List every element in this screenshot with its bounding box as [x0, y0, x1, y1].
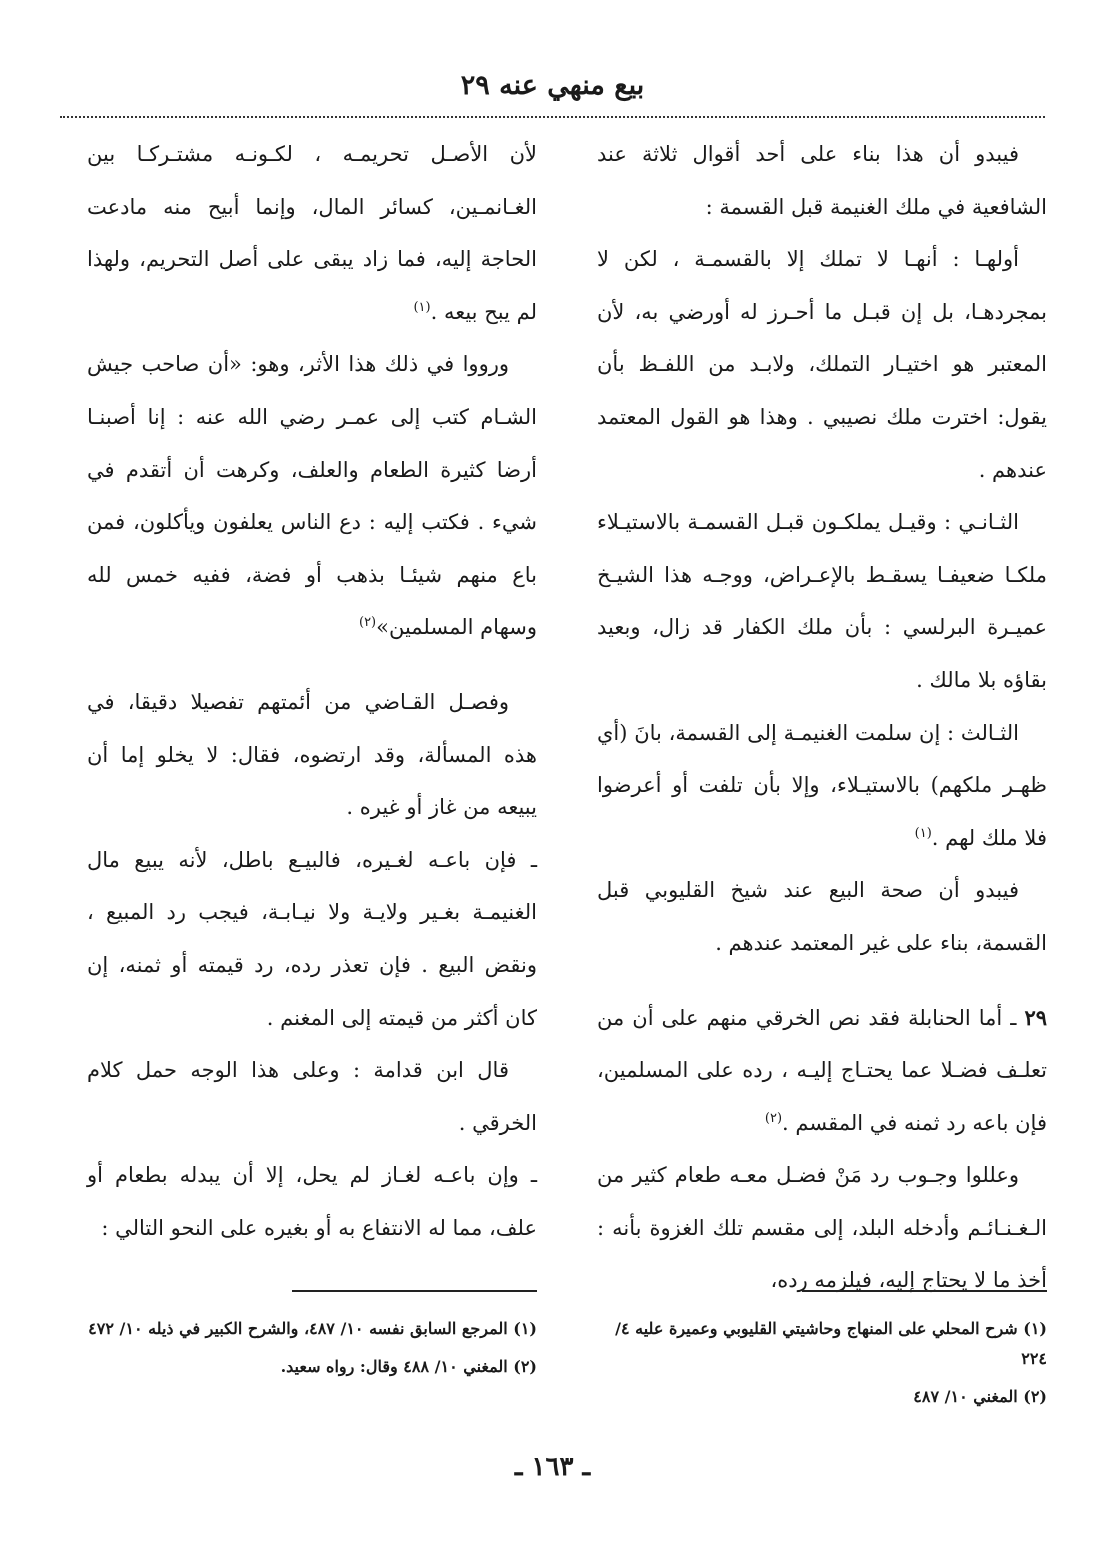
right-column [597, 128, 1047, 1307]
footnote-separator [292, 1290, 537, 1292]
header-dotted-rule [60, 116, 1045, 118]
section-number: ٢٩ [1024, 1004, 1047, 1030]
paragraph [597, 496, 1047, 706]
paragraph [597, 128, 1047, 233]
paragraph-text: قال ابن قدامة : وعلى هذا الوجه حمل كلام الخرقي . [87, 1058, 537, 1135]
footnote: (١) المرجع السابق نفسه ١٠/ ٤٨٧، والشرح الكبير في ذيله ١٠/ ٤٧٢ [88, 1319, 537, 1338]
paragraph [87, 676, 537, 834]
page-number: ـ ١٦٣ ـ [514, 1452, 591, 1482]
paragraph [597, 864, 1047, 969]
paragraph-text: أولهـا : أنهـا لا تملك إلا بالقسمـة ، لكن لا بمجردهـا، بل إن قبـل ما أحـرز له أورضي به، لأن المعتبر هو اختيـار التملك، ولابـد من اللفـظ بأن يقول: اخترت ملك نصيبي . وهذا هو القول المعتمد عندهم . [597, 247, 1047, 482]
paragraph-text: الثـالث : إن سلمت الغنيمـة إلى القسمة، بانَ (أي ظهـر ملكهم) بالاستيـلاء، وإلا بأن تلفت أو أعرضوا فلا ملك لهم . [597, 720, 1047, 850]
footnote: (٢) المغني ١٠/ ٤٨٧ [913, 1387, 1047, 1406]
paragraph-text: وعللوا وجـوب رد مَنْ فضـل معـه طعام كثير من الـغـنـائـم وأدخله البلد، إلى مقسم تلك الغزوة بأنه : أخذ ما لا يحتاج إليه، فيلزمه رده، [597, 1163, 1047, 1293]
running-header-title: بيع منهي عنه ٢٩ [460, 70, 645, 101]
paragraph [87, 338, 537, 654]
footnote-ref: (٢) [764, 1110, 783, 1126]
footnote: (٢) المغني ١٠/ ٤٨٨ وقال: رواه سعيد. [280, 1357, 537, 1376]
paragraph-text: فيبدو أن هذا بناء على أحد أقوال ثلاثة عند الشافعية في ملك الغنيمة قبل القسمة : [597, 142, 1047, 219]
paragraph-text: ـ فإن باعـه لغـيره، فالبيـع باطل، لأنه يبيع مال الغنيمـة بغـير ولايـة ولا نيـابـة، فيجب رد المبيع ، ونقض البيع . فإن تعذر رده، رد قيمته أو ثمنه، إن كان أكثر من قيمته إلى المغنم . [87, 847, 537, 1030]
paragraph-text: لأن الأصـل تحريمـه ، لكـونـه مشتـركـا بين الغـانمـين، كسائر المال، وإنما أبيح منه مادعت الحاجة إليه، فما زاد يبقى على أصل التحريم، ولهذا لم يبح بيعه . [87, 142, 537, 324]
paragraph-text: ـ أما الحنابلة فقد نص الخرقي منهم على أن من تعلـف فضـلا عما يحتـاج إليـه ، رده على المسلمين، فإن باعه رد ثمنه في المقسم . [597, 1005, 1047, 1135]
footnote-ref: (١) [914, 825, 932, 841]
paragraph-text: ورووا في ذلك هذا الأثر، وهو: «أن صاحب جيش الشـام كتب إلى عمـر رضي الله عنه : إنا أصبنـا أرضا كثيرة الطعام والعلف، وكرهت أن أتقدم في شيء . فكتب إليه : دع الناس يعلفون ويأكلون، فمن باع منهم شيئـا بذهب أو فضة، ففيه خمس لله وسهام المسلمين» [87, 352, 537, 640]
paragraph-text: فيبدو أن صحة البيع عند شيخ القليوبي قبل القسمة، بناء على غير المعتمد عندهم . [597, 878, 1047, 955]
paragraph-text: وفصـل القـاضي من أئمتهم تفصيلا دقيقا، في هذه المسألة، وقد ارتضوه، فقال: لا يخلو إما أن يبيعه من غاز أو غيره . [87, 689, 537, 820]
numbered-paragraph [597, 992, 1047, 1150]
left-column [87, 128, 537, 1254]
footnote-ref: (٢) [358, 615, 377, 631]
paragraph [597, 1149, 1047, 1307]
paragraph [87, 128, 537, 338]
paragraph [597, 707, 1047, 865]
footnotes-right [597, 1314, 1047, 1420]
paragraph-text: ـ وإن باعـه لغـاز لم يحل، إلا أن يبدله بطعام أو علف، مما له الانتفاع به أو بغيره على النحو التالي : [87, 1163, 537, 1240]
paragraph [87, 1044, 537, 1149]
footnote-ref: (١) [413, 299, 431, 315]
footnotes-left [87, 1314, 537, 1390]
paragraph [597, 233, 1047, 496]
footnote: (١) شرح المحلي على المنهاج وحاشيتي القليوبي وعميرة عليه ٤/ ٢٢٤ [615, 1319, 1047, 1368]
footnote-separator [802, 1290, 1047, 1292]
paragraph [87, 834, 537, 1044]
paragraph [87, 1149, 537, 1254]
paragraph-text: الثـانـي : وقيـل يملكـون قبـل القسمـة بالاستيـلاء ملكـا ضعيفـا يسقـط بالإعـراض، ووجـه هذا الشيـخ عميـرة البرلسي : بأن ملك الكفار قد زال، وبعيد بقاؤه بلا مالك . [597, 510, 1047, 692]
